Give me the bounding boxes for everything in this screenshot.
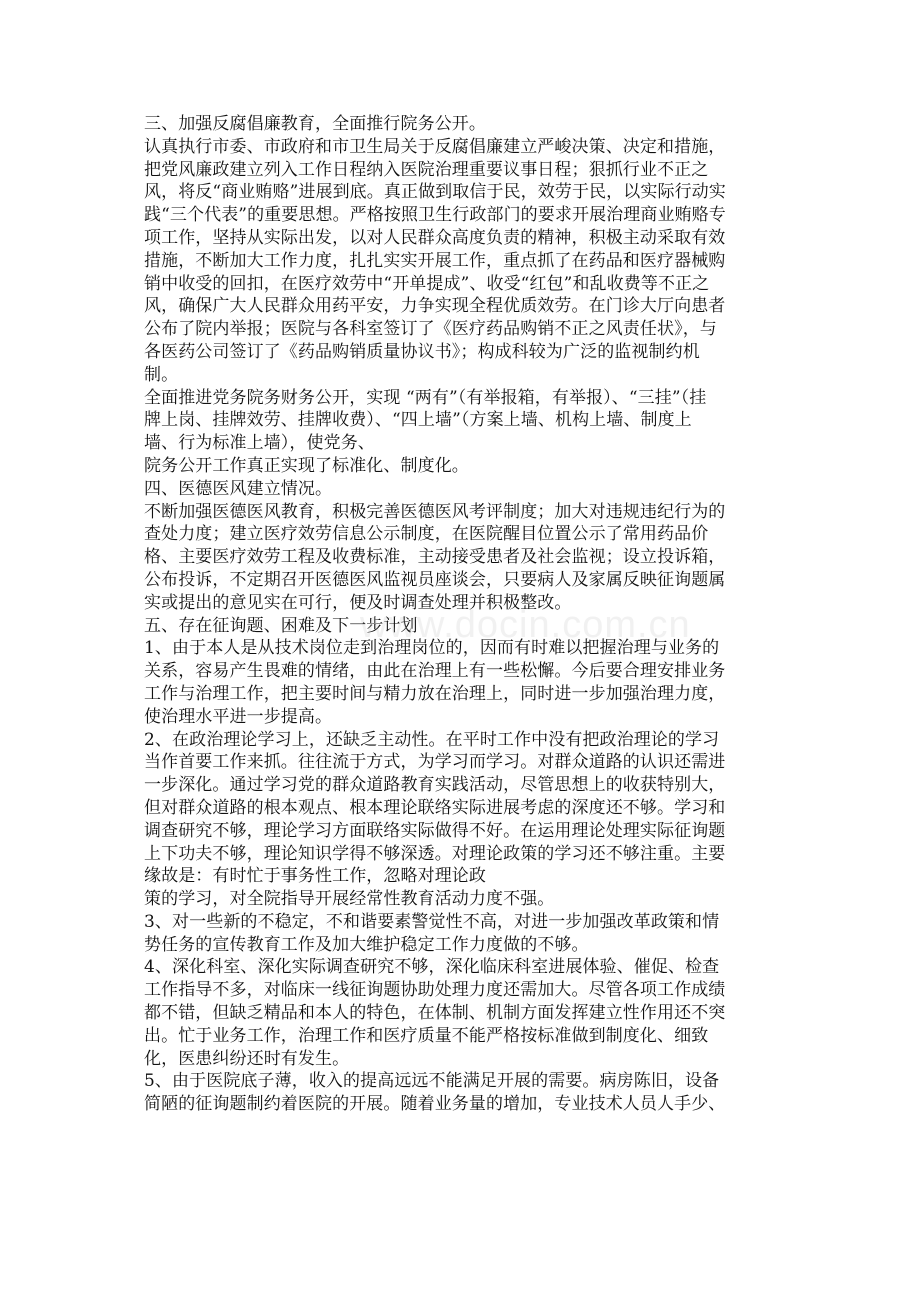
list-item-5: 5、由于医院底子薄，收入的提高远远不能满足开展的需要。病房陈旧，设备 简陋的征询题制约着医院的开展。随着业务量的增加，专业技术人员人手少、 bbox=[144, 1071, 726, 1115]
paragraph-medical-ethics: 不断加强医德医风教育，积极完善医德医风考评制度；加大对违规违纪行为的 查处力度；建立医疗效劳信息公示制度，在医院醒目位置公示了常用药品价 格、主要医疗效劳工程及收费标准，主动接受患者及社会监视；设立投诉箱， 公布投诉，不定期召开医德医风监视员座谈会，只要病人及家属反映征询题属 实或提出的意见实在可行，便及时调查处理并积极整改。 bbox=[144, 501, 726, 613]
section-heading-4: 四、医德医风建立情况。 bbox=[144, 478, 333, 499]
list-item-1: 1、由于本人是从技术岗位走到治理岗位的，因而有时难以把握治理与业务的 关系，容易产生畏难的情绪，由此在治理上有一些松懈。今后要合理安排业务 工作与治理工作，把主要时间与精力放在治理上，同时进一步加强治理力度， 使治理水平进一步提高。 bbox=[144, 638, 726, 727]
list-item-2-continued: 策的学习，对全院指导开展经常性教育活动力度不强。 bbox=[144, 889, 555, 910]
list-item-3: 3、对一些新的不稳定，不和谐要素警觉性不高，对进一步加强改革政策和情 势任务的宣传教育工作及加大维护稳定工作力度做的不够。 bbox=[144, 911, 720, 955]
document-page bbox=[144, 113, 776, 1116]
list-item-2: 2、在政治理论学习上，还缺乏主动性。在平时工作中没有把政治理论的学习 当作首要工作来抓。往往流于方式，为学习而学习。对群众道路的认识还需进 一步深化。通过学习党的群众道路教育实践活动，尽管思想上的收获特别大， 但对群众道路的根本观点、根本理论联络实际进展考虑的深度还不够。学习和 调查研究不够，理论学习方面联络实际做得不好。在运用理论处理实际征询题 上下功夫不够，理论知识学得不够深透。对理论政策的学习还不够注重。主要 缘故是：有时忙于事务性工作，忽略对理论政 bbox=[144, 729, 726, 887]
paragraph-anti-corruption: 认真执行市委、市政府和市卫生局关于反腐倡廉建立严峻决策、决定和措施， 把党风廉政建立列入工作日程纳入医院治理重要议事日程；狠抓行业不正之 风，将反“商业贿赂”进展到底。真正做到取信于民，效劳于民，以实际行动实 践“三个代表”的重要思想。严格按照卫生行政部门的要求开展治理商业贿赂专 项工作，坚持从实际出发，以对人民群众高度负责的精神，积极主动采取有效 措施，不断加大工作力度，扎扎实实开展工作，重点抓了在药品和医疗器械购 销中收受的回扣，在医疗效劳中“开单提成”、收受“红包”和乱收费等不正之 风，确保广大人民群众用药平安，力争实现全程优质效劳。在门诊大厅向患者 公布了院内举报；医院与各科室签订了《医疗药品购销不正之风责任状》，与 各医药公司签订了《药品购销质量协议书》；构成科较为广泛的监视制约机 制。 bbox=[144, 136, 726, 385]
section-heading-5: 五、存在征询题、困难及下一步计划 bbox=[144, 615, 418, 636]
paragraph-disclosure-result: 院务公开工作真正实现了标准化、制度化。 bbox=[144, 455, 469, 476]
watermark: www.docin.com.cn bbox=[360, 604, 691, 646]
paragraph-disclosure: 全面推进党务院务财务公开，实现 “两有”（有举报箱，有举报）、“三挂”（挂 牌上岗、挂牌效劳、挂牌收费）、“四上墙”（方案上墙、机构上墙、制度上 墙、行为标准上墙），使党务、 bbox=[144, 387, 707, 454]
section-heading-3: 三、加强反腐倡廉教育，全面推行院务公开。 bbox=[144, 114, 486, 134]
list-item-4: 4、深化科室、深化实际调查研究不够，深化临床科室进展体验、催促、检查 工作指导不多，对临床一线征询题协助处理力度还需加大。尽管各项工作成绩 都不错，但缺乏精品和本人的特色，在体制、机制方面发挥建立性作用还不突 出。忙于业务工作，治理工作和医疗质量不能严格按标准做到制度化、细致 化，医患纠纷还时有发生。 bbox=[144, 957, 726, 1069]
